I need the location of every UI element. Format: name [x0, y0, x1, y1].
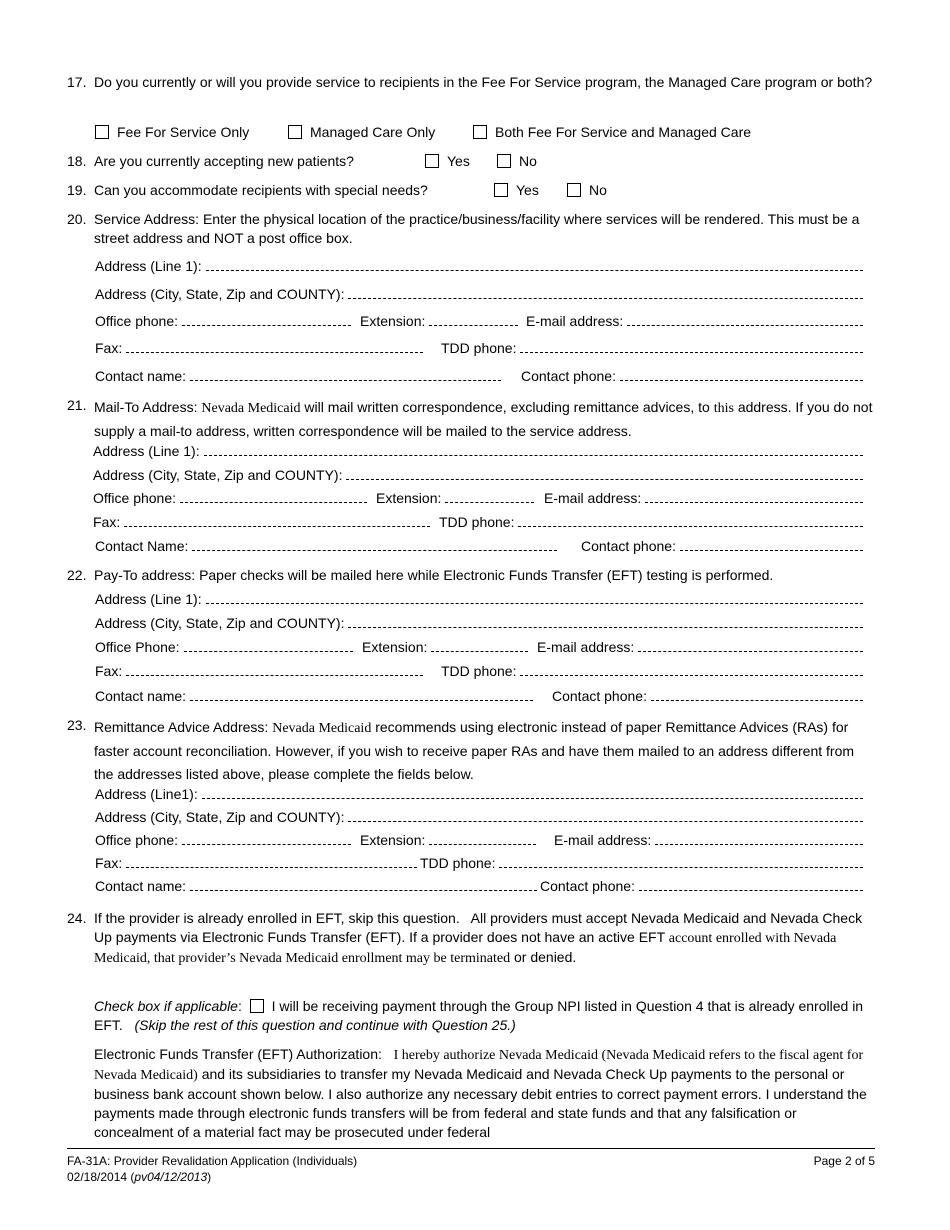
- question-text: [94, 716, 877, 786]
- field-label: Extension:: [362, 639, 428, 655]
- address-line1-input[interactable]: [202, 786, 863, 799]
- question-number: 20.: [67, 211, 87, 227]
- agency-name: Nevada Medicaid: [201, 401, 301, 416]
- option-label: Fee For Service Only: [117, 124, 250, 140]
- option-label: Yes: [447, 153, 470, 169]
- field-label: TDD phone:: [439, 514, 515, 530]
- field-label: E-mail address:: [554, 832, 652, 848]
- footer-form-title: FA-31A: Provider Revalidation Application (Individuals): [67, 1154, 358, 1168]
- contact-phone-input[interactable]: [651, 688, 863, 701]
- question-description: account enrolled with Nevada Medicaid, that provider’s Nevada Medicaid enrollment may be terminated: [94, 931, 837, 966]
- checkbox-label: I will be receiving payment through the Group NPI listed in Question 4 that is already enrolled in EFT.: [94, 998, 864, 1033]
- option-accepting-no[interactable]: [497, 152, 537, 170]
- address-line2-input[interactable]: [346, 467, 863, 480]
- section-description: Paper checks will be mailed here while Electronic Funds Transfer (EFT) testing is performed.: [199, 567, 774, 583]
- field-label: Contact Name:: [95, 538, 189, 554]
- extension-input[interactable]: [445, 490, 534, 503]
- eft-heading: Electronic Funds Transfer (EFT) Authorization:: [94, 1046, 382, 1062]
- footer-date-text: 02/18/2014 (: [67, 1170, 135, 1184]
- service-office-phone[interactable]: [95, 313, 355, 329]
- mail-extension[interactable]: [376, 490, 538, 506]
- ra-fax[interactable]: [95, 855, 421, 871]
- option-managed-care[interactable]: [288, 123, 435, 141]
- question-number: 19.: [67, 182, 87, 198]
- address-line1-input[interactable]: [206, 591, 863, 604]
- mail-contact-phone[interactable]: [581, 538, 867, 554]
- section-description: this: [713, 401, 734, 416]
- office-phone-input[interactable]: [182, 313, 351, 326]
- eft-authorization-serif: I hereby authorize Nevada Medicaid (Nevada Medicaid refers to the fiscal agent for Nevada Medicaid): [94, 1048, 864, 1083]
- fax-input[interactable]: [126, 340, 423, 353]
- option-label: Yes: [516, 182, 539, 198]
- payto-contact-phone[interactable]: [552, 688, 867, 704]
- eft-authorization-body: and its subsidiaries to transfer my Nevada Medicaid and Nevada Check Up payments to the personal or business bank account shown below. I also authorize any necessary debit entries to correct payment errors. I understand the payments made through electronic funds transfers will be from federal and state funds and that any falsification or concealment of a material fact may be prosecuted under federal: [94, 1066, 867, 1140]
- service-address-line2[interactable]: [95, 286, 867, 302]
- ra-email[interactable]: [554, 832, 867, 848]
- office-phone-input[interactable]: [180, 490, 367, 503]
- contact-name-input[interactable]: [190, 368, 501, 381]
- service-contact-name[interactable]: [95, 368, 505, 384]
- address-line1-input[interactable]: [204, 443, 863, 456]
- option-label: Both Fee For Service and Managed Care: [495, 124, 752, 140]
- question-text: Can you accommodate recipients with special needs?: [94, 182, 428, 198]
- mail-tdd[interactable]: [439, 514, 867, 530]
- checkbox-both[interactable]: [473, 125, 487, 139]
- footer-date-close: ): [207, 1170, 212, 1184]
- field-label: Address (City, State, Zip and COUNTY):: [95, 286, 345, 302]
- mail-office-phone[interactable]: [93, 490, 371, 506]
- question-23: [67, 716, 877, 786]
- service-address-line1[interactable]: [95, 258, 867, 274]
- mail-contact-name[interactable]: [95, 538, 561, 554]
- email-input[interactable]: [655, 832, 863, 845]
- option-label: No: [589, 182, 607, 198]
- question-text: [94, 909, 877, 968]
- section-heading: Mail-To Address:: [94, 399, 198, 415]
- fax-input[interactable]: [124, 514, 430, 527]
- option-label: No: [519, 153, 537, 169]
- section-heading: Pay-To address:: [94, 567, 196, 583]
- question-24: [67, 909, 877, 968]
- ra-contact-name[interactable]: [95, 878, 541, 894]
- service-tdd[interactable]: [441, 340, 867, 356]
- footer-divider: [67, 1148, 875, 1149]
- field-label: Contact name:: [95, 688, 187, 704]
- question-21: [67, 396, 877, 442]
- question-description: or denied.: [514, 949, 577, 965]
- contact-phone-input[interactable]: [620, 368, 863, 381]
- field-label: Fax:: [95, 340, 123, 356]
- ra-extension[interactable]: [360, 832, 540, 848]
- extension-input[interactable]: [429, 832, 536, 845]
- section-description: will mail written correspondence, excluding remittance advices, to: [304, 399, 710, 415]
- field-label: TDD phone:: [441, 340, 517, 356]
- field-label: Address (Line1):: [95, 786, 198, 802]
- contact-name-input[interactable]: [192, 538, 557, 551]
- field-label: Contact name:: [95, 368, 187, 384]
- option-special-needs-yes[interactable]: [494, 181, 539, 199]
- fax-input[interactable]: [126, 855, 417, 868]
- payto-address-line2[interactable]: [95, 615, 867, 631]
- mail-email[interactable]: [544, 490, 867, 506]
- field-label: Address (City, State, Zip and COUNTY):: [95, 615, 345, 631]
- question-lead: If the provider is already enrolled in EFT, skip this question.: [94, 910, 460, 926]
- eft-checkbox-row: [67, 997, 877, 1035]
- tdd-input[interactable]: [520, 663, 863, 676]
- field-label: Office phone:: [95, 832, 179, 848]
- office-phone-input[interactable]: [182, 832, 351, 845]
- field-label: Extension:: [376, 490, 442, 506]
- contact-name-input[interactable]: [190, 878, 537, 891]
- ra-tdd[interactable]: [420, 855, 867, 871]
- field-label: Office Phone:: [95, 639, 180, 655]
- checkbox-caption: Check box if applicable: [94, 998, 238, 1014]
- question-20: [67, 210, 877, 248]
- payto-contact-name[interactable]: [95, 688, 537, 704]
- eft-enrolled-checkbox[interactable]: [250, 999, 264, 1013]
- field-label: E-mail address:: [544, 490, 642, 506]
- field-label: Contact phone:: [521, 368, 616, 384]
- agency-name: Nevada Medicaid: [272, 721, 372, 736]
- address-line2-input[interactable]: [348, 615, 863, 628]
- option-both[interactable]: [473, 123, 751, 141]
- service-fax[interactable]: [95, 340, 427, 356]
- tdd-input[interactable]: [499, 855, 863, 868]
- section-heading: Remittance Advice Address:: [94, 719, 269, 735]
- eft-authorization: [67, 1045, 877, 1142]
- ra-office-phone[interactable]: [95, 832, 355, 848]
- payto-office-phone[interactable]: [95, 639, 357, 655]
- question-text: [94, 210, 877, 248]
- service-extension[interactable]: [360, 313, 522, 329]
- field-label: Address (City, State, Zip and COUNTY):: [93, 467, 343, 483]
- field-label: Address (Line 1):: [93, 443, 200, 459]
- field-label: Contact phone:: [540, 878, 635, 894]
- question-17: [67, 73, 877, 92]
- fax-input[interactable]: [126, 663, 423, 676]
- question-text: Are you currently accepting new patients?: [94, 153, 354, 169]
- email-input[interactable]: [638, 639, 863, 652]
- field-label: Office phone:: [95, 313, 179, 329]
- checkbox-yes[interactable]: [425, 154, 439, 168]
- extension-input[interactable]: [431, 639, 528, 652]
- office-phone-input[interactable]: [184, 639, 353, 652]
- field-label: Contact phone:: [581, 538, 676, 554]
- question-18: [67, 152, 877, 171]
- contact-phone-input[interactable]: [639, 878, 863, 891]
- field-label: E-mail address:: [526, 313, 624, 329]
- email-input[interactable]: [627, 313, 863, 326]
- section-description: address. If you do not supply a mail-to address, written correspondence will be mailed to the service address.: [94, 399, 873, 439]
- eft-checkbox-text: Check box if applicable: I will be receiving payment through the Group NPI listed in Question 4 that is already enrolled in EFT. (Skip the rest of this question and continue with Question 25.): [94, 998, 864, 1033]
- question-number: 17.: [67, 74, 87, 90]
- section-description: recommends using electronic instead of paper Remittance Advices (RAs) for faster account reconciliation. However, if you wish to receive paper RAs and have them mailed to an address different from the addresses listed above, please complete the fields below.: [94, 719, 855, 782]
- tdd-input[interactable]: [520, 340, 863, 353]
- mail-address-line1[interactable]: [93, 443, 867, 459]
- mail-address-line2[interactable]: [93, 467, 867, 483]
- question-number: 24.: [67, 910, 87, 926]
- contact-name-input[interactable]: [190, 688, 533, 701]
- field-label: Contact name:: [95, 878, 187, 894]
- ra-contact-phone[interactable]: [540, 878, 867, 894]
- question-text: [94, 396, 877, 442]
- field-label: Office phone:: [93, 490, 177, 506]
- service-email[interactable]: [526, 313, 867, 329]
- field-label: Fax:: [95, 663, 123, 679]
- address-line2-input[interactable]: [348, 286, 863, 299]
- ra-address-line2[interactable]: [95, 809, 867, 825]
- ra-address-line1[interactable]: [95, 786, 867, 802]
- checkbox-fee-for-service[interactable]: [95, 125, 109, 139]
- field-label: Extension:: [360, 313, 426, 329]
- field-label: TDD phone:: [441, 663, 517, 679]
- checkbox-no[interactable]: [497, 154, 511, 168]
- skip-note: (Skip the rest of this question and continue with Question 25.): [134, 1017, 516, 1033]
- option-accepting-yes[interactable]: [425, 152, 470, 170]
- question-text: [94, 566, 877, 585]
- service-contact-phone[interactable]: [521, 368, 867, 384]
- question-19: [67, 181, 877, 200]
- option-label: Managed Care Only: [310, 124, 436, 140]
- payto-email[interactable]: [537, 639, 867, 655]
- payto-fax[interactable]: [95, 663, 427, 679]
- eft-authorization-text: [94, 1045, 877, 1142]
- payto-extension[interactable]: [362, 639, 532, 655]
- option-fee-for-service[interactable]: [95, 123, 249, 141]
- address-line1-input[interactable]: [206, 258, 863, 271]
- question-text: Do you currently or will you provide service to recipients in the Fee For Service program, the Managed Care program or both?: [94, 74, 873, 90]
- field-label: Fax:: [93, 514, 121, 530]
- field-label: E-mail address:: [537, 639, 635, 655]
- question-22: [67, 566, 877, 585]
- footer-page-number: Page 2 of 5: [813, 1154, 875, 1168]
- question-number: 22.: [67, 567, 87, 583]
- question-number: 23.: [67, 717, 87, 733]
- field-label: TDD phone:: [420, 855, 496, 871]
- payto-address-line1[interactable]: [95, 591, 867, 607]
- address-line2-input[interactable]: [348, 809, 863, 822]
- field-label: Address (City, State, Zip and COUNTY):: [95, 809, 345, 825]
- email-input[interactable]: [645, 490, 863, 503]
- section-description: Enter the physical location of the practice/business/facility where services will be rendered. This must be a street address and NOT a post office box.: [94, 211, 860, 246]
- checkbox-no[interactable]: [567, 183, 581, 197]
- section-heading: Service Address:: [94, 211, 200, 227]
- contact-phone-input[interactable]: [680, 538, 863, 551]
- footer-version: pv04/12/2013: [134, 1170, 208, 1184]
- question-number: 21.: [67, 397, 87, 413]
- field-label: Extension:: [360, 832, 426, 848]
- tdd-input[interactable]: [518, 514, 863, 527]
- extension-input[interactable]: [429, 313, 518, 326]
- checkbox-yes[interactable]: [494, 183, 508, 197]
- field-label: Contact phone:: [552, 688, 647, 704]
- option-special-needs-no[interactable]: [567, 181, 607, 199]
- field-label: Fax:: [95, 855, 123, 871]
- footer-date: [67, 1169, 211, 1185]
- field-label: Address (Line 1):: [95, 258, 202, 274]
- payto-tdd[interactable]: [441, 663, 867, 679]
- question-number: 18.: [67, 153, 87, 169]
- question-description: All providers must accept Nevada Medicaid and Nevada Check Up payments via Electronic Funds Transfer (EFT). If a provider does not have an active EFT: [94, 910, 863, 945]
- mail-fax[interactable]: [93, 514, 434, 530]
- checkbox-managed-care[interactable]: [288, 125, 302, 139]
- field-label: Address (Line 1):: [95, 591, 202, 607]
